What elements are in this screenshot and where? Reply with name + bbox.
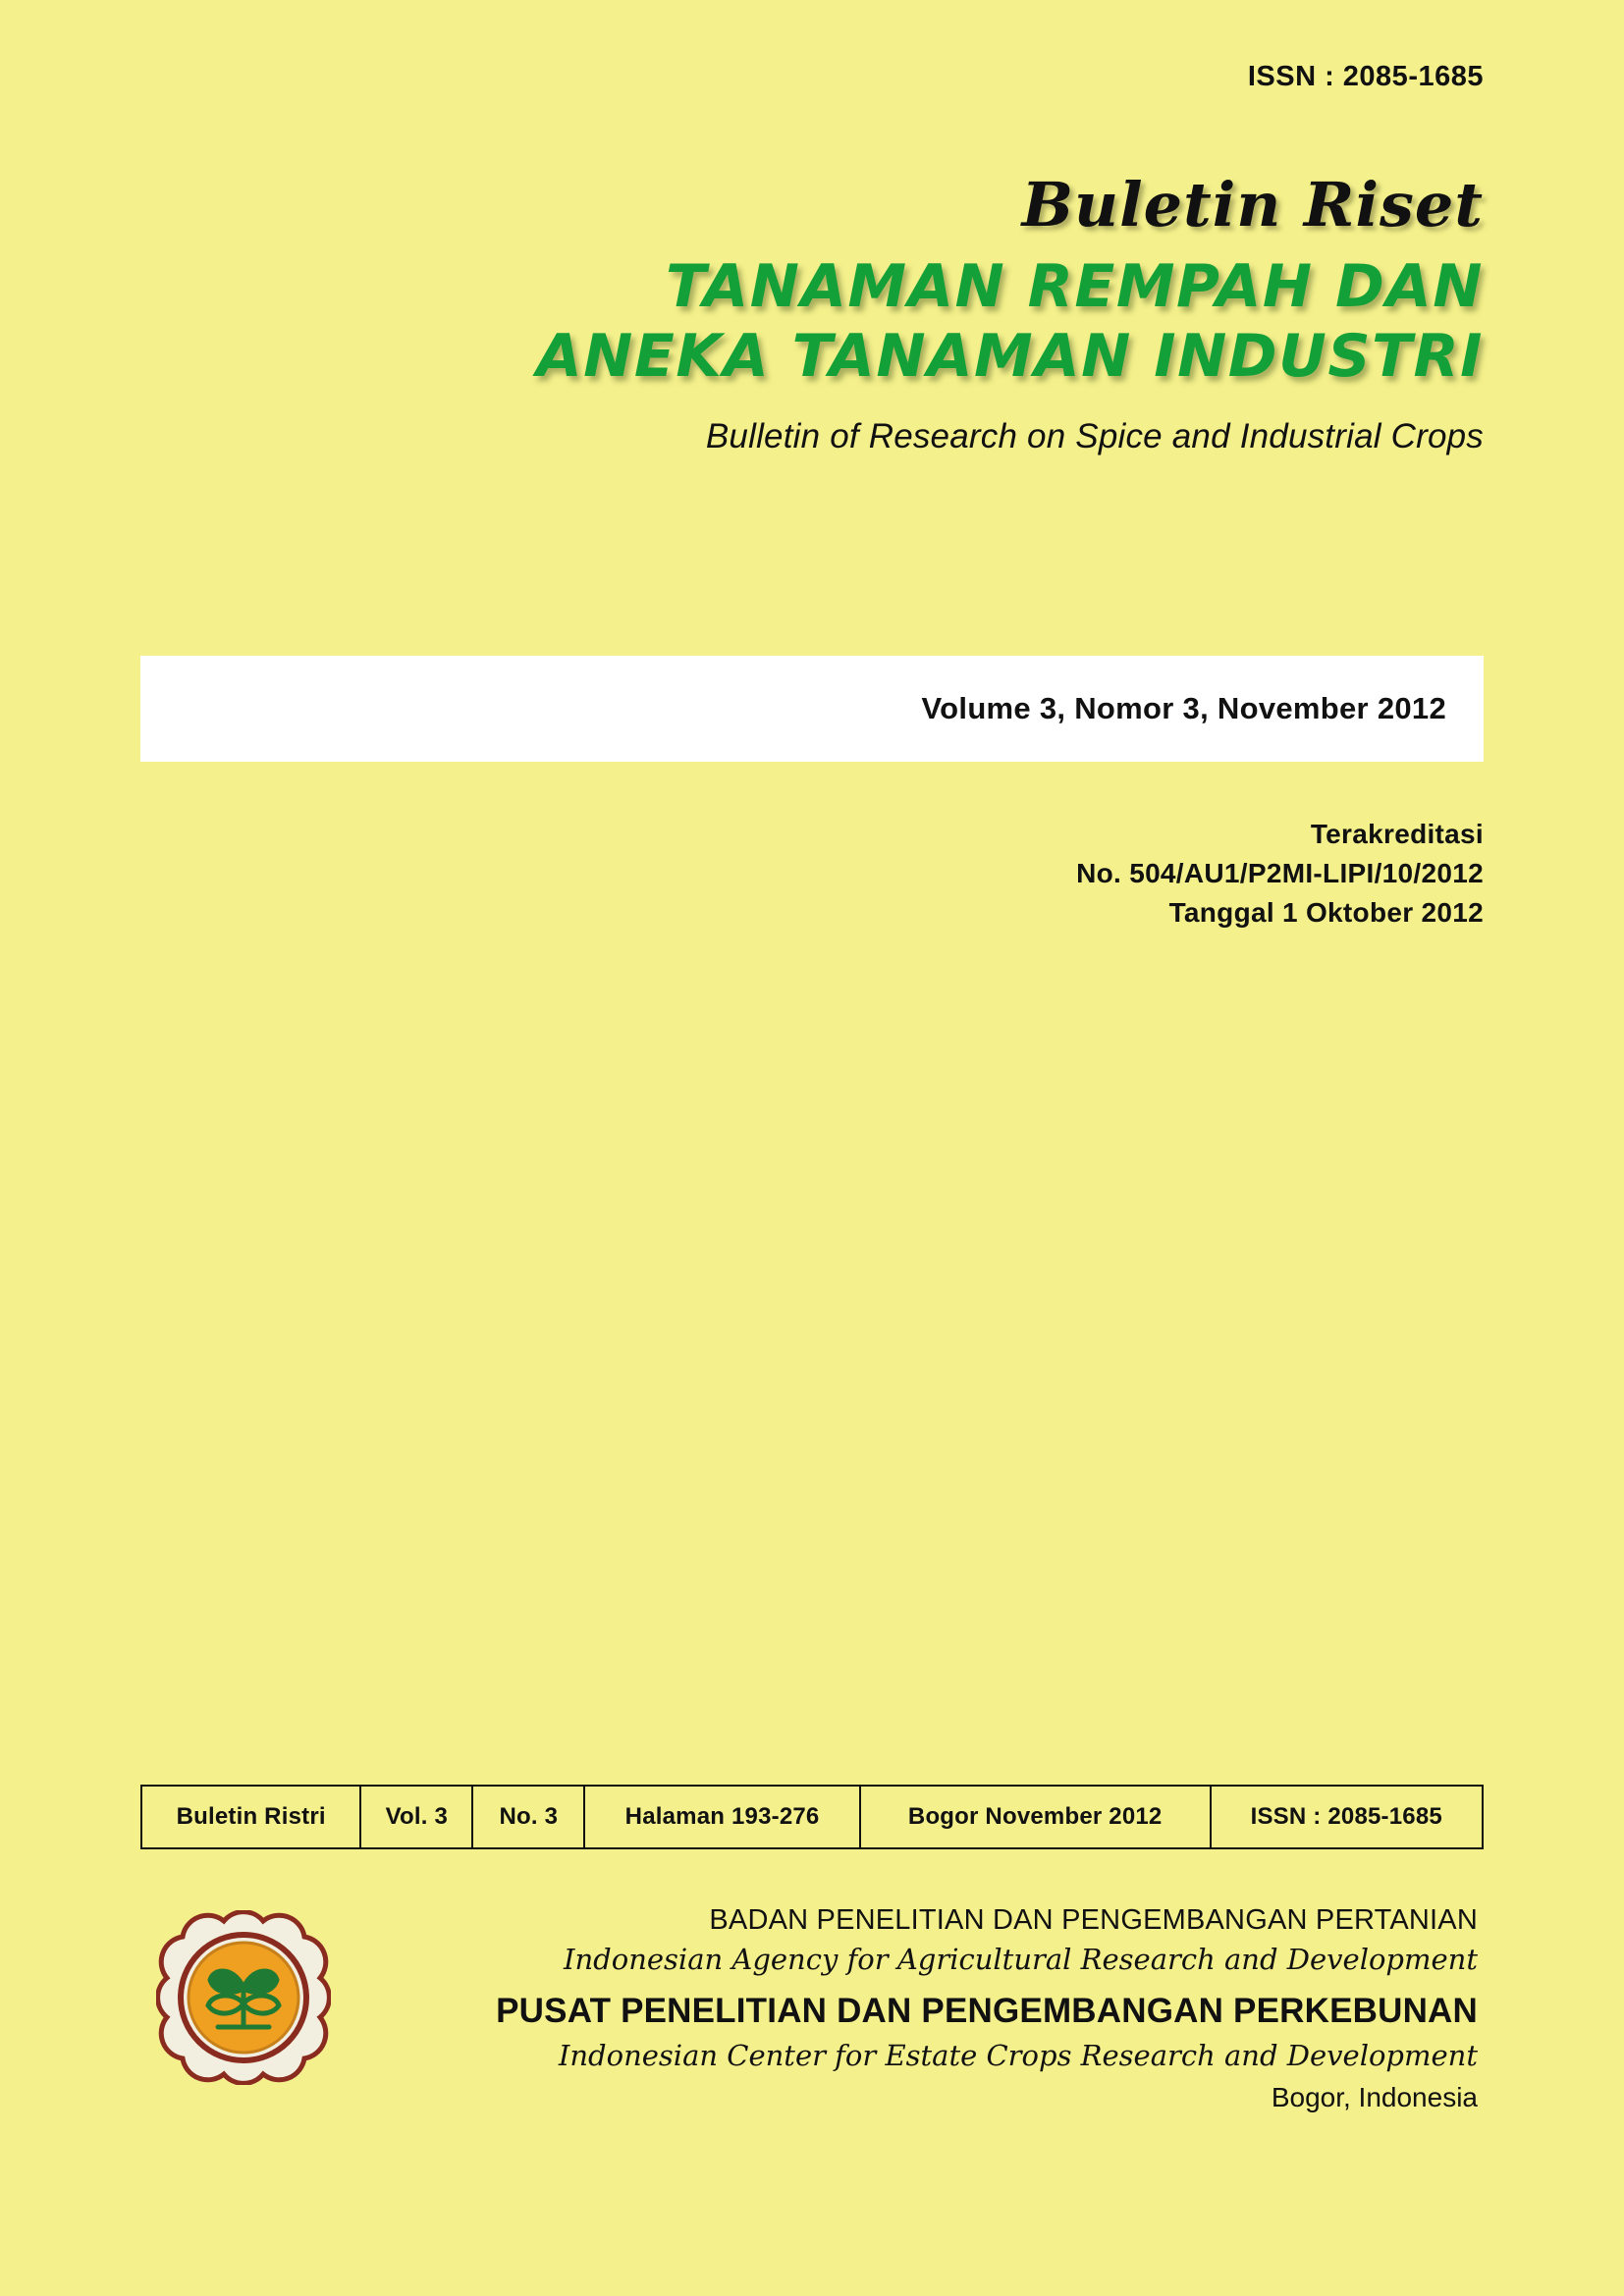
table-row	[141, 1786, 1483, 1848]
cite-cell-number: No. 3	[472, 1786, 584, 1848]
publisher-text-block	[347, 1904, 1484, 2113]
accreditation-number: No. 504/AU1/P2MI-LIPI/10/2012	[1076, 857, 1484, 888]
citation-table	[140, 1785, 1484, 1849]
agency-name-id: BADAN PENELITIAN DAN PENGEMBANGAN PERTANIAN	[709, 1904, 1478, 1936]
center-name-id: PUSAT PENELITIAN DAN PENGEMBANGAN PERKEBUNAN	[496, 1992, 1478, 2030]
publisher-footer	[140, 1904, 1484, 2113]
cite-cell-journal: Buletin Ristri	[141, 1786, 360, 1848]
cite-cell-volume: Vol. 3	[360, 1786, 472, 1848]
journal-script-title: Buletin Riset	[1021, 169, 1484, 240]
center-name-en: Indonesian Center for Estate Crops Research and Development	[558, 2039, 1478, 2072]
seed-leaf-logo-icon	[156, 1910, 331, 2085]
volume-issue-date: Volume 3, Nomor 3, November 2012	[921, 691, 1446, 725]
cite-cell-pages: Halaman 193-276	[584, 1786, 860, 1848]
journal-english-subtitle: Bulletin of Research on Spice and Industrial Crops	[705, 416, 1484, 455]
cite-cell-place-date: Bogor November 2012	[860, 1786, 1211, 1848]
publisher-location: Bogor, Indonesia	[1271, 2082, 1478, 2112]
accreditation-label: Terakreditasi	[1310, 819, 1484, 849]
accreditation-date: Tanggal 1 Oktober 2012	[1168, 896, 1484, 928]
agency-name-en: Indonesian Agency for Agricultural Research and Development	[564, 1943, 1478, 1976]
agency-logo	[140, 1904, 347, 2085]
volume-band	[140, 656, 1484, 762]
masthead	[140, 169, 1484, 456]
journal-main-title-line2: ANEKA TANAMAN INDUSTRI	[536, 321, 1484, 391]
issn-top: ISSN : 2085-1685	[1247, 61, 1484, 92]
accreditation-block	[1076, 815, 1484, 932]
cite-cell-issn: ISSN : 2085-1685	[1211, 1786, 1483, 1848]
journal-main-title-line1: TANAMAN REMPAH DAN	[666, 252, 1484, 322]
